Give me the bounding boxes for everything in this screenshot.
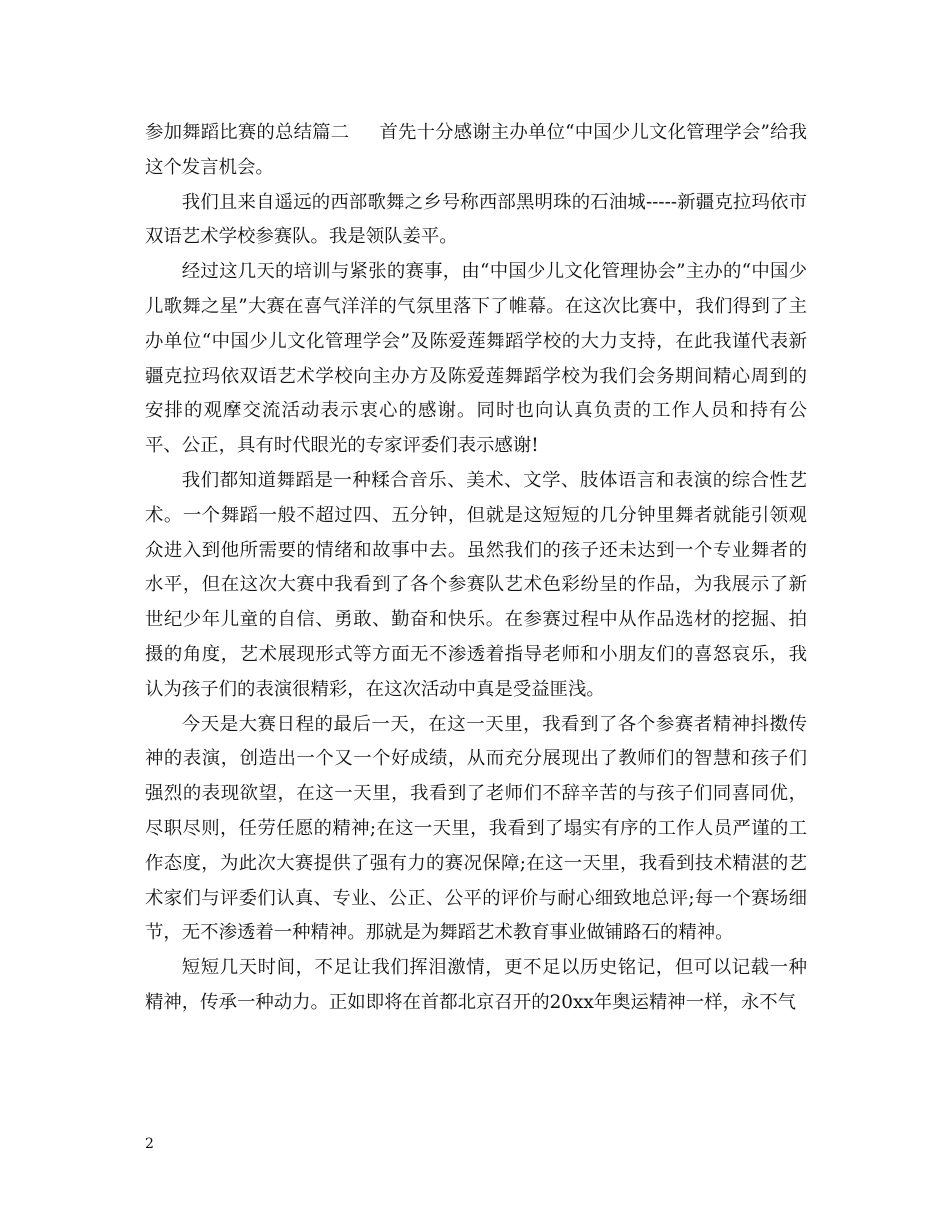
document-title: 参加舞蹈比赛的总结篇二 [145,122,350,143]
paragraph-text: 首先十分感谢主办单位“中国少儿文化管理学会”给我这个发言机会。 [145,122,807,178]
paragraph: 我们且来自遥远的西部歌舞之乡号称西部黑明珠的石油城-----新疆克拉玛依市双语艺术学校参赛队。我是领队姜平。 [145,191,807,248]
paragraph: 短短几天时间，不足让我们挥泪激情，更不足以历史铭记，但可以记载一种精神，传承一种动力。正如即将在首都北京召开的20xx年奥运精神一样，永不气 [145,957,807,1013]
document-body [145,116,807,1021]
opening-paragraph [145,116,807,186]
title-spacing [349,122,379,143]
paragraph: 经过这几天的培训与紧张的赛事，由“中国少儿文化管理协会”主办的“中国少儿歌舞之星”大赛在喜气洋洋的气氛里落下了帷幕。在这次比赛中，我们得到了主办单位“中国少儿文化管理学会”及陈爱莲舞蹈学校的大力支持，在此我谨代表新疆克拉玛依双语艺术学校向主办方及陈爱莲舞蹈学校为我们会务期间精心周到的安排的观摩交流活动表示衷心的感谢。同时也向认真负责的工作人员和持有公平、公正，具有时代眼光的专家评委们表示感谢! [145,261,807,457]
paragraph: 今天是大赛日程的最后一天，在这一天里，我看到了各个参赛者精神抖擞传神的表演，创造出一个又一个好成绩，从而充分展现出了教师们的智慧和孩子们强烈的表现欲望，在这一天里，我看到了老师们不辞辛苦的与孩子们同喜同优，尽职尽则，任劳任愿的精神;在这一天里，我看到了塌实有序的工作人员严谨的工作态度，为此次大赛提供了强有力的赛况保障;在这一天里，我看到技术精湛的艺术家们与评委们认真、专业、公正、公平的评价与耐心细致地总评;每一个赛场细节，无不渗透着一种精神。那就是为舞蹈艺术教育事业做铺路石的精神。 [145,713,807,944]
page-number: 2 [145,1136,154,1152]
paragraph: 我们都知道舞蹈是一种糅合音乐、美术、文学、肢体语言和表演的综合性艺术。一个舞蹈一般不超过四、五分钟，但就是这短短的几分钟里舞者就能引领观众进入到他所需要的情绪和故事中去。虽然我们的孩子还未达到一个专业舞者的水平，但在这次大赛中我看到了各个参赛队艺术色彩纷呈的作品，为我展示了新世纪少年儿童的自信、勇敢、勤奋和快乐。在参赛过程中从作品选材的挖掘、拍摄的角度，艺术展现形式等方面无不渗透着指导老师和小朋友们的喜怒哀乐，我认为孩子们的表演很精彩，在这次活动中真是受益匪浅。 [145,469,807,700]
